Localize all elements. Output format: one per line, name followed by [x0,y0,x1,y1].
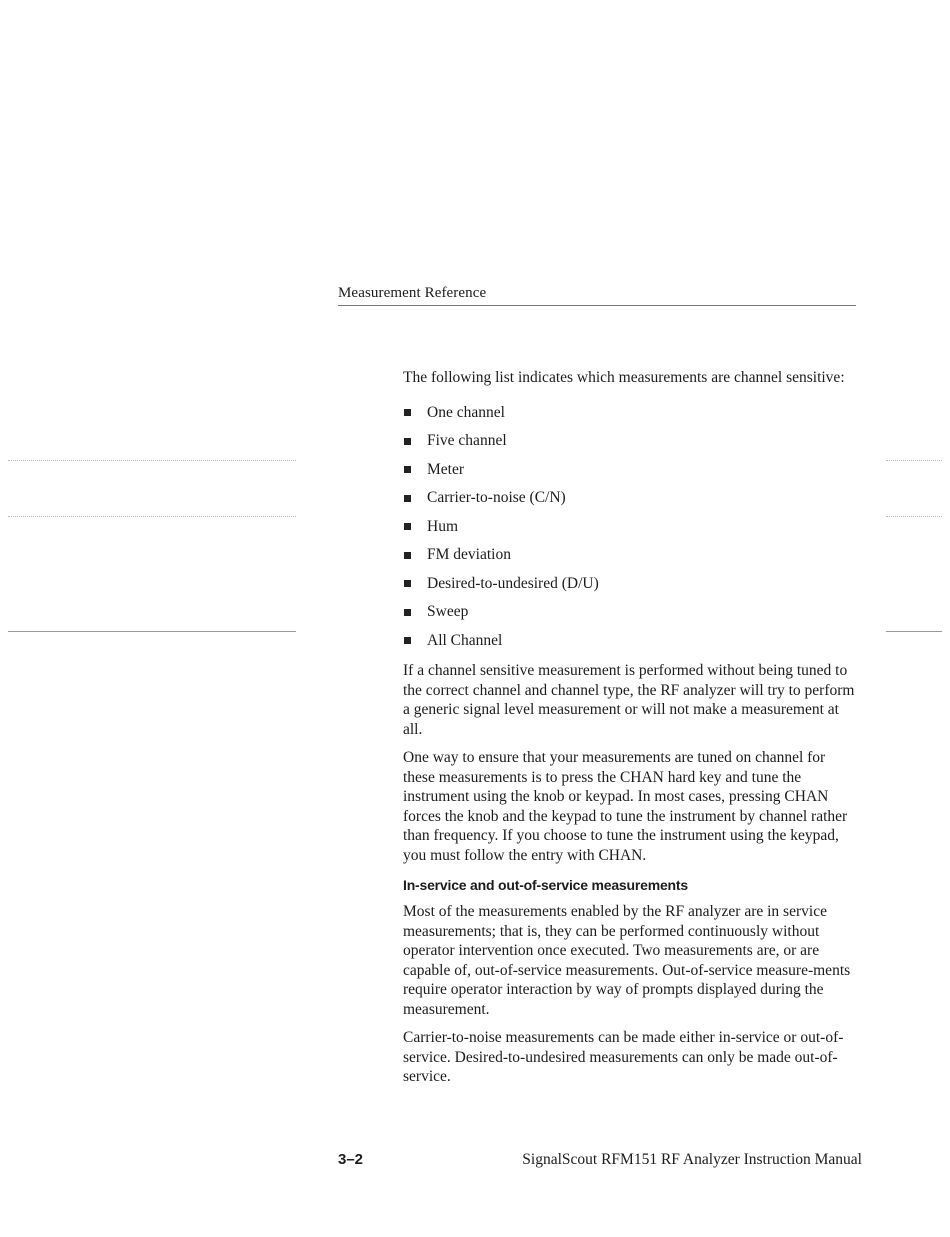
list-item [403,627,858,656]
square-bullet-icon [404,495,411,502]
untuned-behavior-paragraph: If a channel sensitive measurement is performed without being tuned to the correct channel and channel type, the RF analyzer will try to perform a generic signal level measurement or will not make a measurement at all. [403,662,855,738]
square-bullet-icon [404,409,411,416]
manual-title: SignalScout RFM151 RF Analyzer Instruction Manual [522,1151,862,1168]
scan-artifact-line [886,516,942,517]
channel-sensitive-list [403,399,858,656]
tuning-tip-paragraph: One way to ensure that your measurements are tuned on channel for these measurements is to press the CHAN hard key and tune the instrument using the knob or keypad. In most cases, pressing CHAN forces the knob and the keypad to tune the instrument by channel rather than frequency. If you choose to tune the instrument using the keypad, you must follow the entry with CHAN. [403,749,848,864]
scan-artifact-line [886,460,942,461]
square-bullet-icon [404,580,411,587]
running-header [338,285,856,306]
list-item-label: One channel [427,403,505,421]
scan-artifact-line [8,516,296,517]
square-bullet-icon [404,609,411,616]
list-item-label: Sweep [427,603,469,621]
list-item-label: Desired-to-undesired (D/U) [427,574,599,592]
list-item-label: All Channel [427,631,503,649]
list-item [403,570,858,599]
in-service-paragraph: Most of the measurements enabled by the RF analyzer are in service measurements; that is, they can be performed continuously without operator intervention once executed. Two measurements are, or are capable of, out-of-service measurements. Out-of-service measure-ments require operator interaction by way of prompts displayed during the measurement. [403,903,851,1018]
square-bullet-icon [404,523,411,530]
square-bullet-icon [404,438,411,445]
page-body [403,368,858,1096]
list-item-label: Carrier-to-noise (C/N) [427,489,566,507]
page-footer [338,1151,862,1169]
list-item [403,456,858,485]
intro-paragraph: The following list indicates which measurements are channel sensitive: [403,369,845,386]
list-item [403,399,858,428]
carrier-to-noise-paragraph: Carrier-to-noise measurements can be made either in-service or out-of-service. Desired-to-undesired measurements can only be made out-of-service. [403,1029,844,1085]
list-item-label: Five channel [427,432,507,450]
list-item [403,427,858,456]
list-item-label: Meter [427,460,465,478]
page-number: 3–2 [338,1151,364,1168]
list-item [403,541,858,570]
scan-artifact-line [886,631,942,632]
square-bullet-icon [404,637,411,644]
list-item [403,484,858,513]
running-title: Measurement Reference [338,285,487,301]
square-bullet-icon [404,552,411,559]
list-item [403,598,858,627]
scan-artifact-line [8,460,296,461]
list-item-label: FM deviation [427,546,511,564]
section-heading: In-service and out-of-service measurements [403,877,688,893]
square-bullet-icon [404,466,411,473]
list-item [403,513,858,542]
list-item-label: Hum [427,517,458,535]
scan-artifact-line [8,631,296,632]
